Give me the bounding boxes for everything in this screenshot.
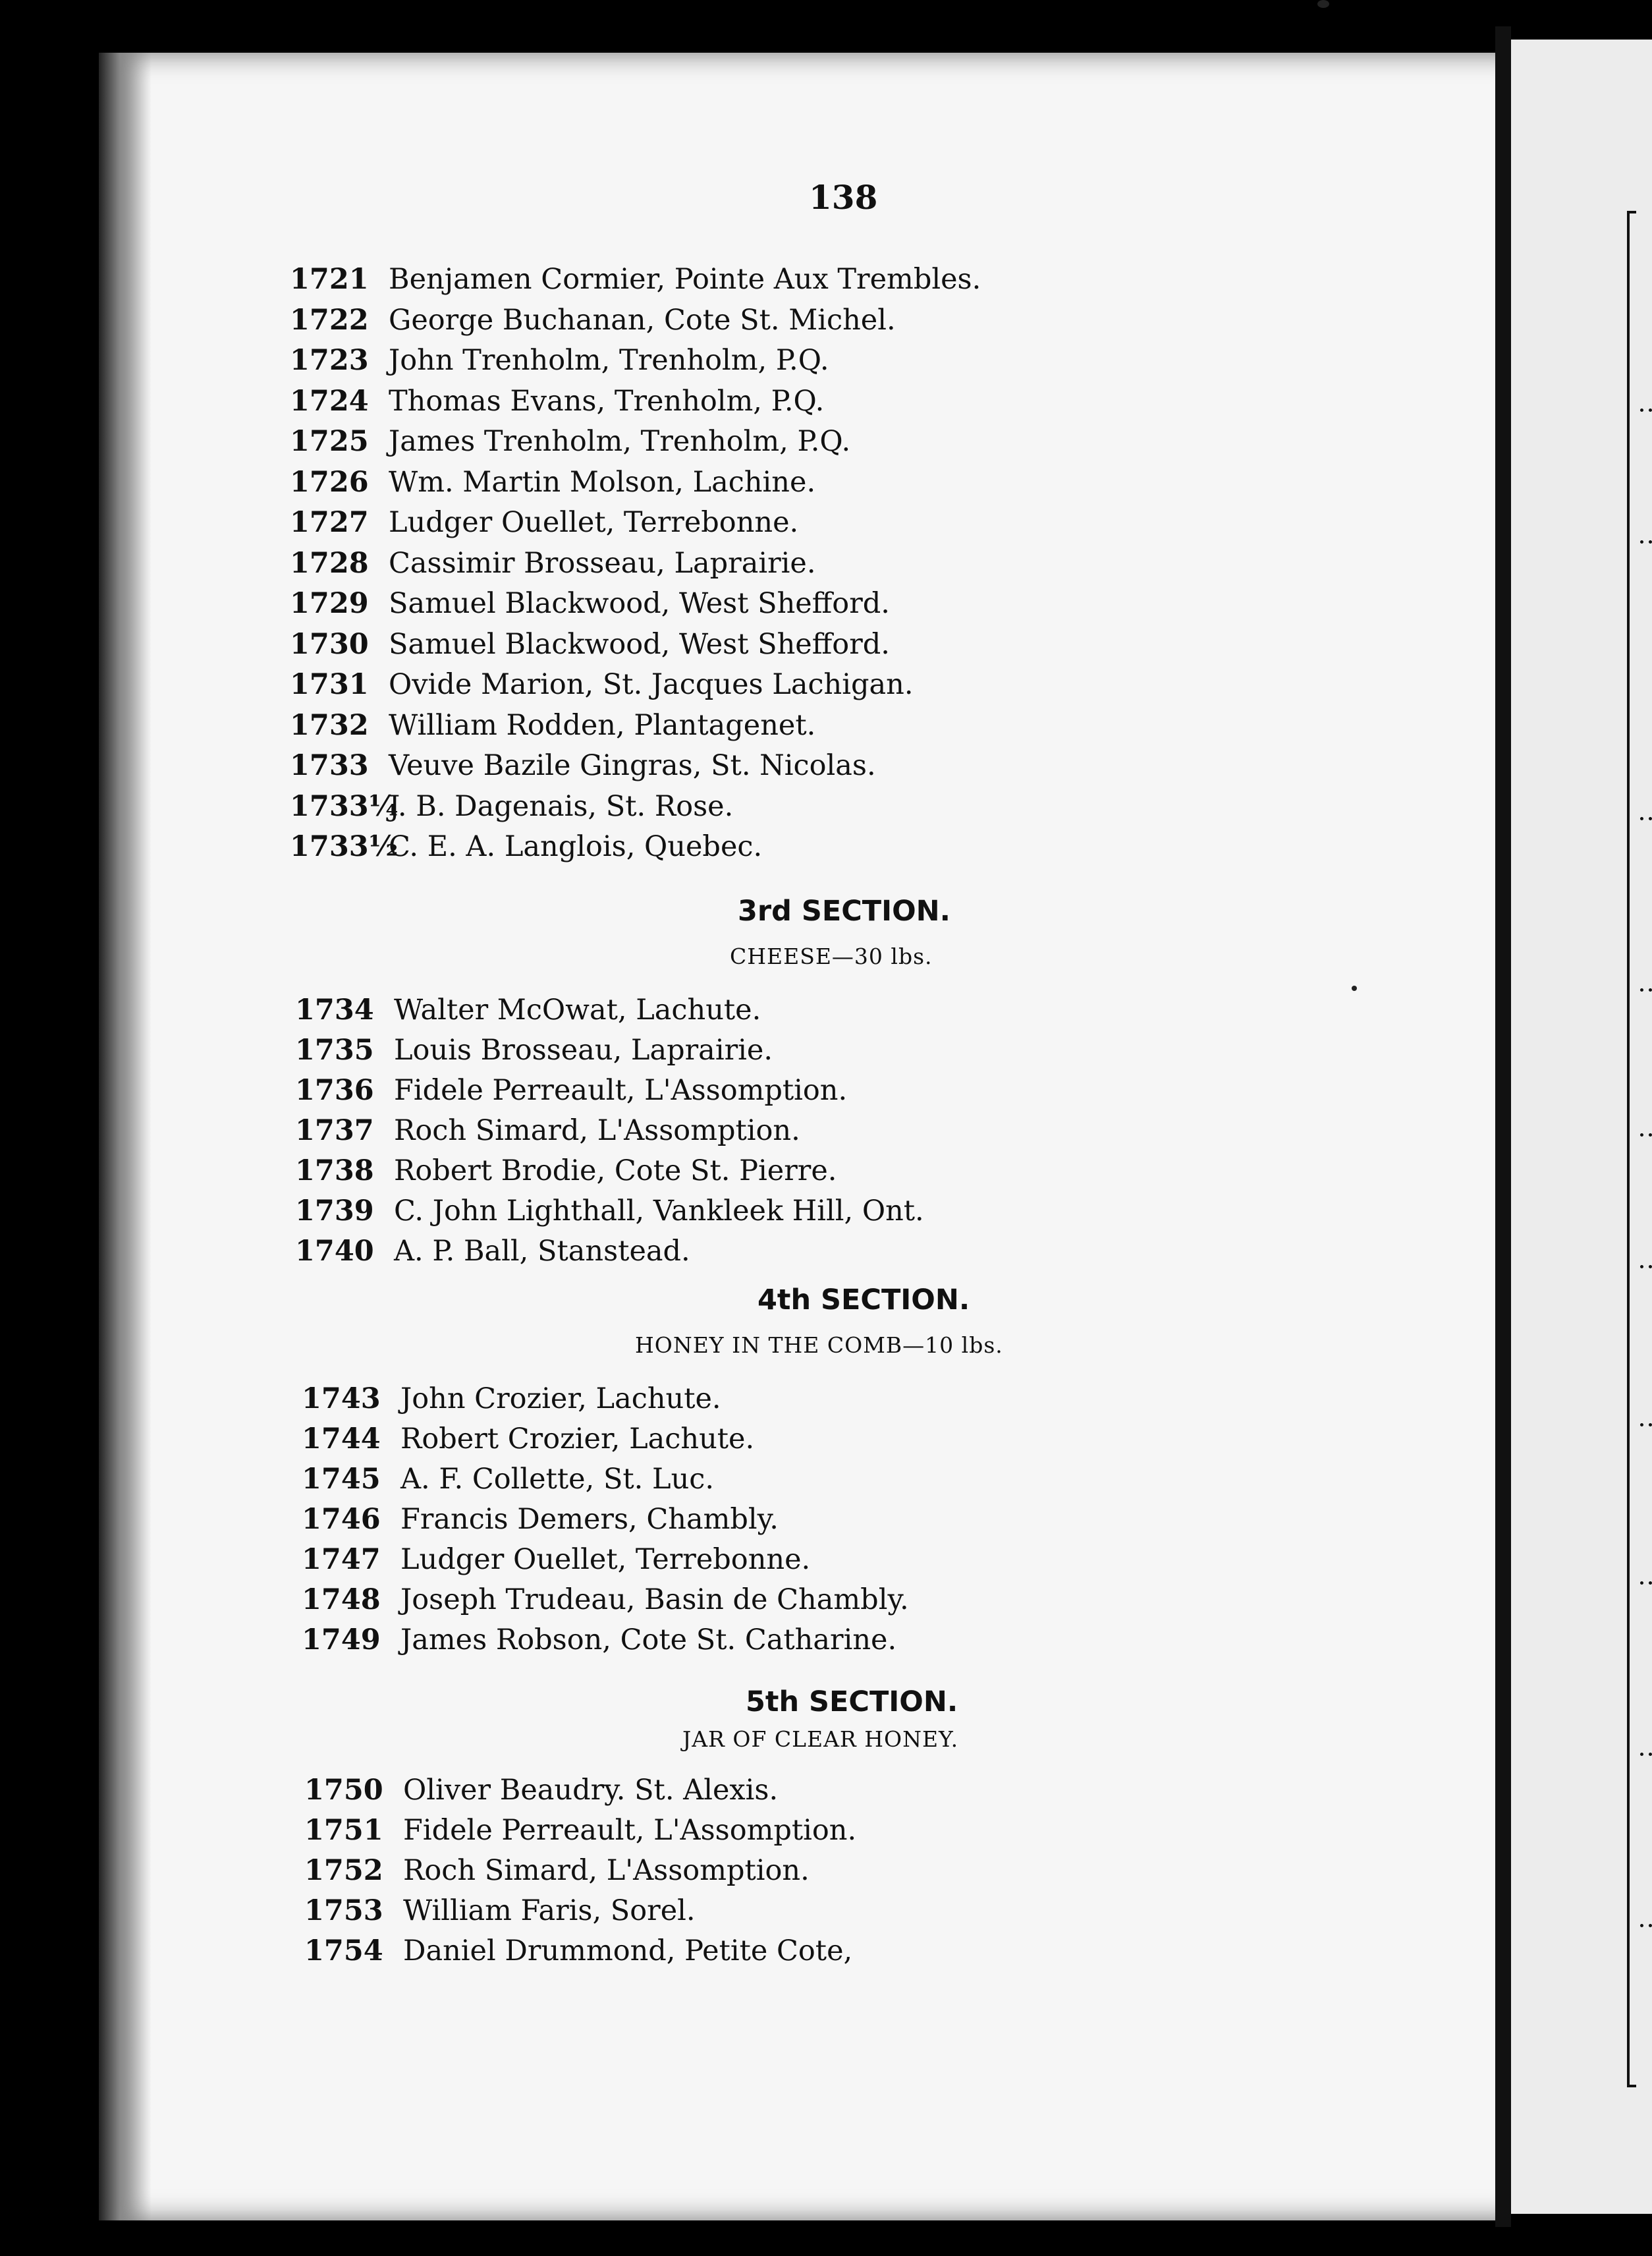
section-4-title: 4th SECTION.: [757, 1283, 970, 1316]
list-item: [304, 1850, 810, 1891]
entry-number: 1747: [302, 1543, 381, 1576]
entry-number: 1733: [290, 749, 369, 782]
entry-name: Cassimir Brosseau, Laprairie.: [389, 546, 816, 580]
entry-number: 1737: [295, 1114, 374, 1147]
list-item: [290, 664, 914, 705]
entry-name: Ovide Marion, St. Jacques Lachigan.: [389, 668, 914, 701]
entry-name: Wm. Martin Molson, Lachine.: [389, 465, 816, 499]
leader-dots: [1640, 1423, 1652, 1430]
list-item: [290, 381, 824, 422]
entry-number: 1730: [290, 627, 369, 661]
entry-name: Samuel Blackwood, West Shefford.: [389, 587, 890, 620]
entry-name: A. P. Ball, Stanstead.: [394, 1235, 690, 1268]
entry-number: 1726: [290, 465, 369, 499]
entry-number: 1732: [290, 708, 369, 742]
ink-speck: [1352, 986, 1357, 991]
entry-number: 1739: [295, 1195, 374, 1227]
list-item: [290, 826, 762, 867]
list-item: [302, 1378, 721, 1419]
entry-number: 1724: [290, 384, 369, 418]
entry-name: Ludger Ouellet, Terrebonne.: [389, 506, 799, 539]
list-item: [295, 1231, 690, 1272]
list-item: [302, 1499, 779, 1540]
page-number: 138: [809, 178, 878, 217]
entry-number: 1751: [304, 1814, 383, 1847]
section-5-subtitle: JAR OF CLEAR HONEY.: [682, 1726, 959, 1752]
page-binding-shadow: [99, 53, 151, 2220]
list-item: [290, 340, 829, 381]
list-item: [290, 786, 733, 827]
list-item: [295, 990, 761, 1030]
entry-name: John Crozier, Lachute.: [400, 1382, 721, 1415]
entry-number: 1752: [304, 1854, 383, 1887]
leader-dots: [1640, 409, 1652, 416]
list-item: [290, 583, 890, 624]
entry-number: 1735: [295, 1034, 374, 1067]
list-item: [295, 1070, 847, 1111]
entry-number: 1754: [304, 1934, 383, 1967]
entry-name: Fidele Perreault, L'Assomption.: [403, 1814, 857, 1847]
list-item: [304, 1770, 778, 1811]
list-item: [302, 1620, 896, 1660]
entry-number: 1740: [295, 1235, 374, 1268]
entry-number: 1743: [302, 1382, 381, 1415]
entry-name: Benjamen Cormier, Pointe Aux Trembles.: [389, 263, 981, 296]
entry-name: Roch Simard, L'Assomption.: [394, 1114, 800, 1147]
list-item: [290, 705, 815, 746]
section-4-subtitle: HONEY IN THE COMB—10 lbs.: [635, 1332, 1003, 1358]
entry-number: 1733¼: [290, 789, 399, 823]
list-item: [295, 1191, 924, 1231]
entry-name: Francis Demers, Chambly.: [400, 1503, 779, 1536]
list-item: [290, 624, 890, 665]
page-gutter: [1495, 26, 1511, 2227]
list-item: [290, 502, 798, 543]
entry-name: George Buchanan, Cote St. Michel.: [389, 303, 896, 337]
list-item: [295, 1110, 800, 1151]
entry-name: Thomas Evans, Trenholm, P.Q.: [389, 384, 825, 418]
list-item: [302, 1419, 754, 1459]
section-3-subtitle: CHEESE—30 lbs.: [730, 944, 933, 969]
list-item: [304, 1931, 852, 1971]
entry-number: 1745: [302, 1463, 381, 1496]
section-5-title: 5th SECTION.: [746, 1685, 958, 1718]
entry-number: 1750: [304, 1774, 383, 1807]
leader-dots: [1640, 1753, 1652, 1760]
list-item: [295, 1150, 837, 1191]
entry-name: Daniel Drummond, Petite Cote,: [403, 1934, 853, 1967]
entry-name: Robert Crozier, Lachute.: [400, 1423, 755, 1455]
list-item: [304, 1810, 856, 1851]
entry-number: 1722: [290, 303, 369, 337]
list-item: [290, 543, 816, 584]
list-item: [302, 1539, 810, 1580]
list-item: [290, 462, 815, 503]
list-item: [302, 1459, 714, 1500]
entry-number: 1723: [290, 344, 369, 377]
entry-number: 1748: [302, 1583, 381, 1616]
list-item: [290, 745, 876, 786]
entry-name: Roch Simard, L'Assomption.: [403, 1854, 810, 1887]
entry-name: Oliver Beaudry. St. Alexis.: [403, 1774, 779, 1807]
adjacent-page-edge: [1511, 40, 1652, 2214]
entry-number: 1729: [290, 587, 369, 620]
list-item: [295, 1030, 773, 1071]
ink-speck: [1317, 0, 1329, 8]
leader-dots: [1640, 817, 1652, 824]
adjacent-page-bracket: [1627, 211, 1636, 2087]
section-3-title: 3rd SECTION.: [738, 895, 950, 928]
entry-number: 1725: [290, 425, 369, 458]
entry-number: 1721: [290, 263, 369, 296]
entry-name: Joseph Trudeau, Basin de Chambly.: [400, 1583, 909, 1616]
entry-name: Robert Brodie, Cote St. Pierre.: [394, 1154, 837, 1187]
list-item: [290, 259, 981, 300]
entry-name: James Robson, Cote St. Catharine.: [400, 1623, 897, 1656]
entry-number: 1731: [290, 668, 369, 701]
entry-number: 1744: [302, 1423, 381, 1455]
entry-name: J. B. Dagenais, St. Rose.: [389, 789, 734, 823]
entry-number: 1746: [302, 1503, 381, 1536]
entry-number: 1736: [295, 1074, 374, 1107]
list-item: [290, 421, 850, 462]
leader-dots: [1640, 1924, 1652, 1931]
leader-dots: [1640, 540, 1652, 548]
entry-name: William Rodden, Plantagenet.: [389, 708, 816, 742]
entry-name: William Faris, Sorel.: [403, 1894, 696, 1927]
entry-name: John Trenholm, Trenholm, P.Q.: [389, 344, 829, 377]
entry-number: 1727: [290, 506, 369, 539]
entry-name: James Trenholm, Trenholm, P.Q.: [389, 425, 851, 458]
list-item: [304, 1890, 696, 1931]
entry-number: 1734: [295, 994, 374, 1027]
entry-name: C. John Lighthall, Vankleek Hill, Ont.: [394, 1195, 924, 1227]
entry-name: Samuel Blackwood, West Shefford.: [389, 627, 890, 661]
leader-dots: [1640, 1133, 1652, 1141]
entry-number: 1738: [295, 1154, 374, 1187]
entry-number: 1753: [304, 1894, 383, 1927]
entry-name: Veuve Bazile Gingras, St. Nicolas.: [389, 749, 876, 782]
entry-name: Ludger Ouellet, Terrebonne.: [400, 1543, 811, 1576]
leader-dots: [1640, 1265, 1652, 1272]
entry-number: 1728: [290, 546, 369, 580]
entry-number: 1749: [302, 1623, 381, 1656]
entry-name: A. F. Collette, St. Luc.: [400, 1463, 715, 1496]
leader-dots: [1640, 1581, 1652, 1589]
entry-name: Fidele Perreault, L'Assomption.: [394, 1074, 848, 1107]
leader-dots: [1640, 988, 1652, 996]
entry-number: 1733½: [290, 830, 399, 863]
list-item: [290, 300, 896, 341]
entry-name: Louis Brosseau, Laprairie.: [394, 1034, 773, 1067]
entry-name: Walter McOwat, Lachute.: [394, 994, 761, 1027]
entry-name: C. E. A. Langlois, Quebec.: [389, 830, 763, 863]
list-item: [302, 1579, 909, 1620]
